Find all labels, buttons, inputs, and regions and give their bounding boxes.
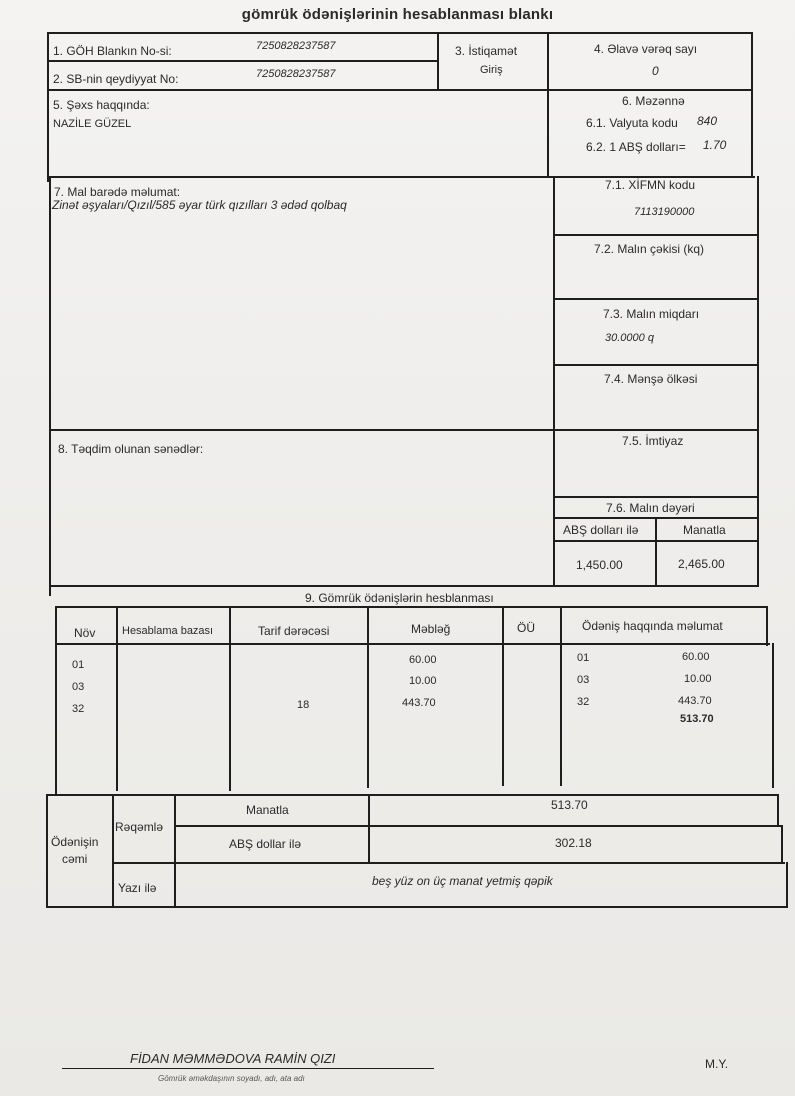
col-header-ou: ÖÜ: [517, 621, 535, 635]
field-4-label: 4. Əlavə vərəq sayı: [594, 42, 698, 56]
field-3-label: 3. İstiqamət: [455, 44, 518, 58]
border-line: [786, 862, 788, 908]
signer-name: FİDAN MƏMMƏDOVA RAMİN QIZI: [130, 1051, 336, 1066]
border-line: [46, 794, 48, 908]
field-1-value: 7250828237587: [256, 40, 336, 52]
col-header-base: Hesablama bazası: [122, 625, 214, 637]
field-7-3-label: 7.3. Malın miqdarı: [603, 307, 700, 321]
border-line: [560, 606, 562, 786]
border-line: [368, 794, 370, 862]
border-line: [49, 429, 759, 431]
field-6-2-value: 1.70: [703, 138, 727, 152]
field-8-label: 8. Təqdim olunan sənədlər:: [58, 442, 204, 456]
field-7-1-label: 7.1. XİFMN kodu: [605, 178, 696, 192]
pay-code-cell: 32: [577, 696, 590, 708]
total-label-2: cəmi: [62, 852, 88, 866]
section-9-title: 9. Gömrük ödənişlərin hesblanması: [305, 591, 494, 605]
border-line: [116, 606, 118, 791]
amount-cell: 443.70: [402, 697, 436, 709]
field-6-1-label: 6.1. Valyuta kodu: [586, 116, 678, 130]
border-line: [766, 606, 768, 646]
field-5-label: 5. Şəxs haqqında:: [53, 98, 150, 112]
nov-cell: 03: [72, 681, 85, 693]
border-line: [553, 364, 759, 366]
form-title: gömrük ödənişlərinin hesablanması blankı: [241, 6, 554, 23]
pay-code-cell: 01: [577, 652, 590, 664]
border-line: [55, 643, 770, 645]
border-line: [49, 176, 51, 596]
border-line: [47, 32, 49, 182]
field-4-value: 0: [652, 64, 659, 78]
border-line: [757, 176, 759, 586]
field-3-value: Giriş: [480, 64, 503, 76]
signature-line: [62, 1068, 434, 1069]
border-line: [751, 32, 753, 177]
pay-amount-cell: 10.00: [684, 673, 712, 685]
value-azn: 2,465.00: [678, 557, 725, 571]
field-7-4-label: 7.4. Mənşə ölkəsi: [604, 372, 698, 386]
col-header-amount: Məbləğ: [411, 622, 451, 636]
total-azn-value: 513.70: [551, 798, 588, 812]
border-line: [47, 89, 753, 91]
pay-code-cell: 03: [577, 674, 590, 686]
border-line: [777, 794, 779, 826]
border-line: [502, 606, 504, 786]
pay-amount-cell: 443.70: [678, 695, 712, 707]
nov-cell: 01: [72, 659, 85, 671]
pay-amount-cell: 60.00: [682, 651, 710, 663]
field-7-1-value: 7113190000: [634, 206, 695, 218]
total-usd-value: 302.18: [555, 836, 592, 850]
border-line: [47, 794, 779, 796]
field-2-value: 7250828237587: [256, 68, 336, 80]
border-line: [553, 298, 759, 300]
border-line: [47, 32, 753, 34]
border-line: [781, 825, 783, 863]
border-line: [553, 496, 759, 498]
value-usd-label: ABŞ dolları ilə: [563, 523, 639, 537]
rate-cell: 18: [297, 699, 310, 711]
total-usd-label: ABŞ dollar ilə: [229, 837, 302, 851]
nov-cell: 32: [72, 703, 85, 715]
border-line: [437, 32, 439, 90]
border-line: [229, 606, 231, 791]
field-6-1-value: 840: [697, 114, 718, 128]
border-line: [112, 794, 114, 908]
field-6-2-label: 6.2. 1 ABŞ dolları=: [586, 140, 686, 154]
field-7-6-label: 7.6. Malın dəyəri: [606, 501, 695, 515]
col-header-rate: Tarif dərəcəsi: [258, 624, 330, 638]
border-line: [367, 606, 369, 788]
total-words-value: beş yüz on üç manat yetmiş qəpik: [372, 874, 553, 888]
field-1-label: 1. GÖH Blankın No-si:: [53, 44, 172, 58]
digits-label: Rəqəmlə: [115, 820, 164, 834]
value-azn-label: Manatla: [683, 523, 726, 537]
pay-total-cell: 513.70: [680, 713, 714, 725]
signer-caption: Gömrük əməkdaşının soyadı, adı, ata adı: [158, 1074, 305, 1083]
border-line: [553, 234, 759, 236]
field-6-label: 6. Məzənnə: [622, 94, 685, 108]
border-line: [655, 517, 657, 587]
field-2-label: 2. SB-nin qeydiyyat No:: [53, 72, 179, 86]
border-line: [174, 825, 782, 827]
border-line: [55, 606, 57, 796]
border-line: [174, 794, 176, 908]
field-7-label: 7. Mal barədə məlumat:: [54, 185, 181, 199]
border-line: [112, 862, 785, 864]
border-line: [772, 643, 774, 788]
field-7-value: Zinət əşyaları/Qızıl/585 əyar türk qızılları 3 ədəd qolbaq: [52, 198, 347, 212]
border-line: [46, 906, 788, 908]
total-azn-label: Manatla: [246, 803, 289, 817]
seal-placeholder: M.Y.: [705, 1057, 729, 1071]
col-header-payment-info: Ödəniş haqqında məlumat: [582, 619, 723, 633]
total-label: Ödənişin: [51, 835, 99, 849]
field-7-5-label: 7.5. İmtiyaz: [622, 434, 684, 448]
field-7-3-value: 30.0000 q: [605, 332, 654, 344]
value-usd: 1,450.00: [576, 558, 623, 572]
border-line: [47, 60, 439, 62]
amount-cell: 60.00: [409, 654, 437, 666]
border-line: [55, 606, 768, 608]
amount-cell: 10.00: [409, 675, 437, 687]
border-line: [49, 585, 759, 587]
col-header-nov: Növ: [74, 626, 96, 640]
border-line: [553, 176, 555, 586]
border-line: [547, 32, 549, 177]
field-7-2-label: 7.2. Malın çəkisi (kq): [594, 242, 705, 256]
words-label: Yazı ilə: [118, 881, 157, 895]
field-5-value: NAZİLE GÜZEL: [53, 118, 132, 130]
